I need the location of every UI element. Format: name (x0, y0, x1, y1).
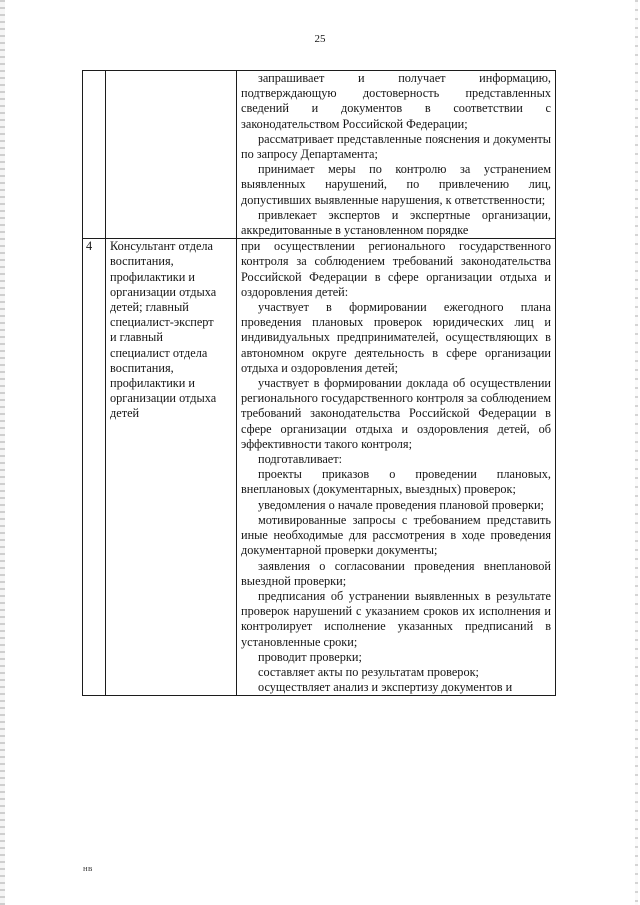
role-line: детей; главный (110, 300, 189, 315)
table-row-continued (83, 71, 556, 239)
table-row-4 (83, 239, 556, 696)
row-number-cell: 4 (83, 239, 106, 696)
row-number-cell (83, 71, 106, 239)
duty-intro-paragraph: при осуществлении регионального государственного контроля за соблюдением требований законодательства Российской Федерации в сфере организации отдыха и оздоровления детей: (241, 239, 551, 299)
duty-paragraph: запрашивает и получает информацию, подтверждающую достоверность представленных сведений и документов в соответствии с законодательством Российской Федерации; (241, 71, 551, 131)
scan-edge-right (635, 0, 638, 905)
duties-cell (237, 239, 556, 696)
role-line: воспитания, (110, 254, 174, 269)
duty-paragraph: рассматривает представленные пояснения и документы по запросу Департамента; (241, 131, 551, 162)
duty-paragraph: подготавливает: (258, 452, 343, 467)
page-number: 25 (314, 33, 326, 45)
duties-cell (237, 71, 556, 239)
role-line: и главный (110, 330, 163, 345)
duty-paragraph: участвует в формировании ежегодного плана проведения плановых проверок юридических лиц и индивидуальных предпринимателей, осуществляющих в автономном округе деятельность в сфере организации отдыха и оздоровления детей; (241, 300, 551, 375)
duty-paragraph: привлекает экспертов и экспертные организации, аккредитованные в установленном порядке (241, 207, 551, 238)
duty-paragraph: заявления о согласовании проведения внеплановой выездной проверки; (241, 558, 551, 588)
role-line: Консультант отдела (110, 239, 214, 254)
duty-paragraph: проводит проверки; (258, 649, 362, 664)
footer-initials: НВ (83, 866, 93, 873)
role-line: воспитания, (110, 360, 174, 375)
duties-table (82, 70, 556, 696)
duty-paragraph: составляет акты по результатам проверок; (258, 664, 479, 679)
role-line: профилактики и (110, 269, 195, 284)
duty-paragraph: осуществляет анализ и экспертизу документов и (258, 680, 513, 695)
role-line: специалист-эксперт (110, 315, 214, 330)
duty-paragraph: проекты приказов о проведении плановых, внеплановых (документарных, выездных) проверок; (241, 467, 551, 497)
duty-paragraph: принимает меры по контролю за устранением выявленных нарушений, по привлечению лиц, допустивших выявленные нарушения, к ответственности; (241, 162, 551, 207)
scan-edge-left (0, 0, 5, 905)
role-cell (106, 71, 237, 239)
duty-paragraph: уведомления о начале проведения плановой проверки; (258, 497, 544, 512)
role-line: организации отдыха (110, 391, 217, 406)
role-line: профилактики и (110, 376, 195, 391)
role-cell (106, 239, 237, 696)
role-line: специалист отдела (110, 345, 208, 360)
duty-paragraph: мотивированные запросы с требованием представить иные необходимые для рассмотрения в ходе проведения документарной проверки документы; (241, 512, 551, 558)
duty-paragraph: предписания об устранении выявленных в результате проверок нарушений с указанием сроков их исполнения и контролирует исполнение указанных предписаний в установленные сроки; (241, 588, 551, 649)
role-line: детей (110, 406, 140, 421)
duty-paragraph: участвует в формировании доклада об осуществлении регионального государственного контроля за соблюдением требований законодательства Российской Федерации в сфере организации отдыха и оздоровления детей, об эффективности такого контроля; (241, 376, 551, 451)
role-line: организации отдыха (110, 284, 217, 299)
